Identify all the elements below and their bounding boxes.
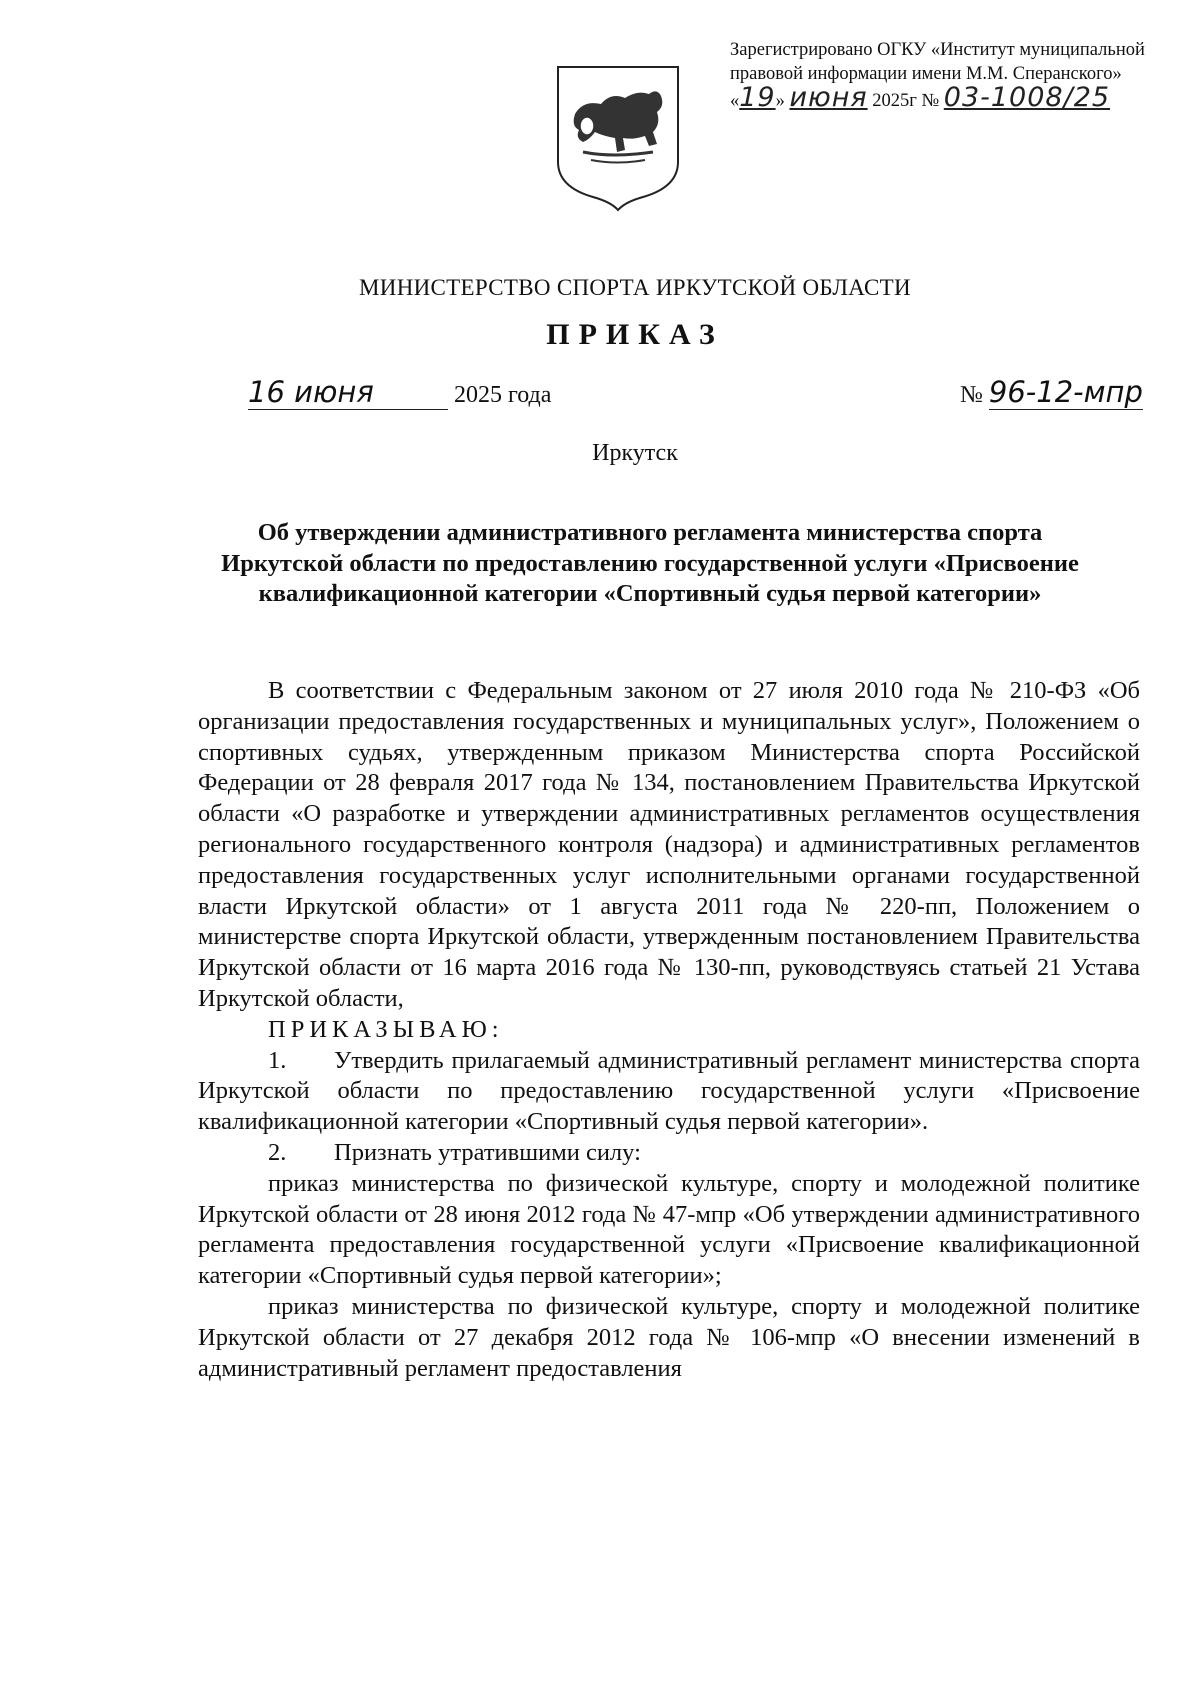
preamble-paragraph: В соответствии с Федеральным законом от 27 июля 2010 года № 210-ФЗ «Об организации предоставления государственных и муниципальных услуг», Положением о спортивных судьях, утвержденным приказом Министерства спорта Российской Федерации от 28 февраля 2017 года № 134, постановлением Правительства Иркутской области «О разработке и утверждении административных регламентов осуществления регионального государственного контроля (надзора) и административных регламентов предоставления государственных услуг исполнительными органами государственной власти Иркутской области» от 1 августа 2011 года № 220-пп, Положением о министерстве спорта Иркутской области, утвержденным постановлением Правительства Иркутской области от 16 марта 2016 года № 130-пп, руководствуясь статьей 21 Устава Иркутской области, bbox=[198, 677, 1140, 1012]
order-item-1 bbox=[198, 1046, 1140, 1138]
order-number-handwritten: 96-12-мпр bbox=[988, 375, 1143, 409]
stamp-number-handwritten: 03-1008/25 bbox=[943, 82, 1111, 113]
order-number bbox=[960, 375, 1143, 409]
order-date-handwritten: 16 июня bbox=[248, 375, 448, 410]
stamp-line-3 bbox=[730, 82, 1190, 113]
stamp-day-handwritten: 19 bbox=[739, 82, 776, 113]
city-name: Иркутск bbox=[592, 440, 678, 466]
order-item-2-text: Признать утратившими силу: bbox=[334, 1138, 641, 1166]
stamp-close-quote: » bbox=[775, 91, 785, 111]
stamp-line-2: правовой информации имени М.М. Сперанского» bbox=[730, 64, 1122, 84]
order-command: ПРИКАЗЫВАЮ: bbox=[268, 1015, 504, 1043]
registration-stamp bbox=[730, 38, 1190, 113]
stamp-year-text: 2025г № bbox=[872, 91, 940, 111]
order-year: 2025 года bbox=[454, 382, 552, 408]
document-type: ПРИКАЗ bbox=[546, 318, 724, 351]
order-item-1-text: Утвердить прилагаемый административный регламент министерства спорта Иркутской области по предоставлению государственной услуги «Присвоение квалификационной категории «Спортивный судья первой категории». bbox=[198, 1046, 1140, 1136]
document-title: Об утверждении административного регламента министерства спорта Иркутской области по предоставлению государственной услуги «Присвоение квалификационной категории «Спортивный судья первой категории» bbox=[221, 519, 1079, 607]
order-item-2-number: 2. bbox=[268, 1138, 287, 1166]
stamp-month-handwritten: июня bbox=[789, 82, 868, 113]
repealed-order-1: приказ министерства по физической культуре, спорту и молодежной политике Иркутской области от 28 июня 2012 года № 47-мпр «Об утверждении административного регламента предоставления государственной услуги «Присвоение квалификационной категории «Спортивный судья первой категории»; bbox=[198, 1169, 1140, 1290]
order-item-1-number: 1. bbox=[268, 1046, 287, 1074]
ministry-name: МИНИСТЕРСТВО СПОРТА ИРКУТСКОЙ ОБЛАСТИ bbox=[359, 275, 911, 300]
document-body bbox=[198, 676, 1140, 1384]
order-number-prefix: № bbox=[960, 382, 983, 408]
order-item-2 bbox=[198, 1138, 1140, 1169]
repealed-order-2: приказ министерства по физической культуре, спорту и молодежной политике Иркутской области от 27 декабря 2012 года № 106-мпр «О внесении изменений в административный регламент предоставления bbox=[198, 1292, 1140, 1382]
stamp-line-1: Зарегистрировано ОГКУ «Институт муниципальной bbox=[730, 40, 1145, 60]
irkutsk-coat-of-arms-icon bbox=[553, 62, 683, 212]
stamp-open-quote: « bbox=[730, 91, 740, 111]
order-date bbox=[248, 375, 551, 410]
